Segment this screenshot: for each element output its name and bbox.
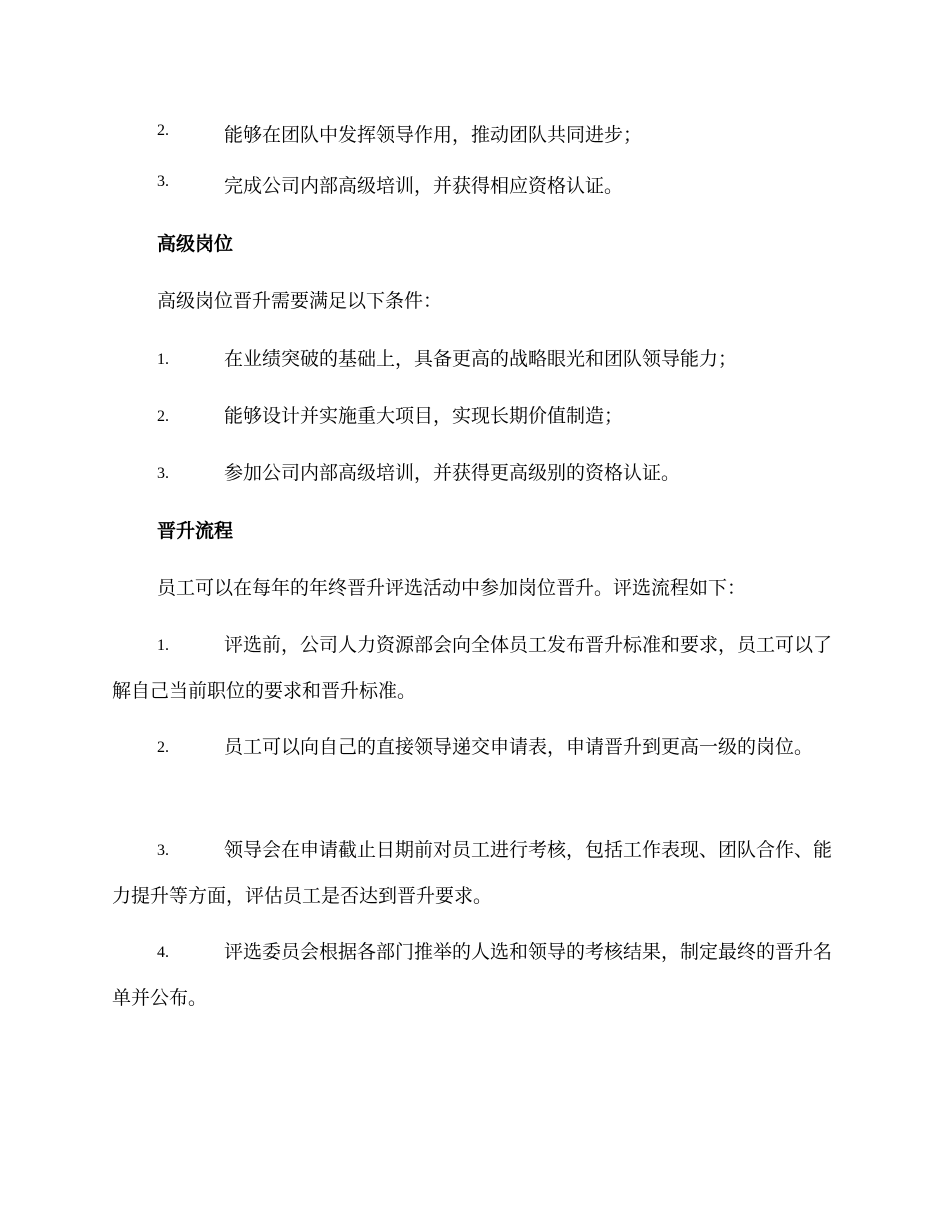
list-item-text: 在业绩突破的基础上，具备更高的战略眼光和团队领导能力；: [224, 348, 738, 370]
list-item-number: 1.: [157, 351, 169, 368]
list-item-number: 2.: [157, 739, 169, 756]
list-item-number: 2.: [157, 408, 169, 425]
list-item-number: 2.: [157, 122, 169, 139]
list-item-text: 评选前，公司人力资源部会向全体员工发布晋升标准和要求，员工可以了解自己当前职位的要求和晋升标准。: [112, 634, 833, 702]
list-item-number: 3.: [157, 173, 169, 190]
list-item-text: 员工可以向自己的直接领导递交申请表，申请晋升到更高一级的岗位。: [224, 736, 814, 758]
list-item-text: 能够在团队中发挥领导作用，推动团队共同进步；: [224, 124, 643, 146]
list-item-text: 完成公司内部高级培训，并获得相应资格认证。: [224, 175, 624, 197]
list-item-text: 评选委员会根据各部门推举的人选和领导的考核结果，制定最终的晋升名单并公布。: [112, 941, 833, 1009]
list-item-number: 4.: [157, 944, 169, 961]
section-intro-process: 员工可以在每年的年终晋升评选活动中参加岗位晋升。评选流程如下：: [157, 577, 747, 599]
section-intro-senior: 高级岗位晋升需要满足以下条件：: [157, 290, 443, 312]
list-item-number: 1.: [157, 637, 169, 654]
list-item-number: 3.: [157, 842, 169, 859]
section-heading-senior: 高级岗位: [157, 233, 234, 255]
list-item-text: 能够设计并实施重大项目，实现长期价值制造；: [224, 405, 624, 427]
list-item-text: 参加公司内部高级培训，并获得更高级别的资格认证。: [224, 462, 681, 484]
list-item-text: 领导会在申请截止日期前对员工进行考核，包括工作表现、团队合作、能力提升等方面，评估员工是否达到晋升要求。: [112, 839, 833, 907]
list-item-number: 3.: [157, 465, 169, 482]
section-heading-process: 晋升流程: [157, 520, 234, 542]
